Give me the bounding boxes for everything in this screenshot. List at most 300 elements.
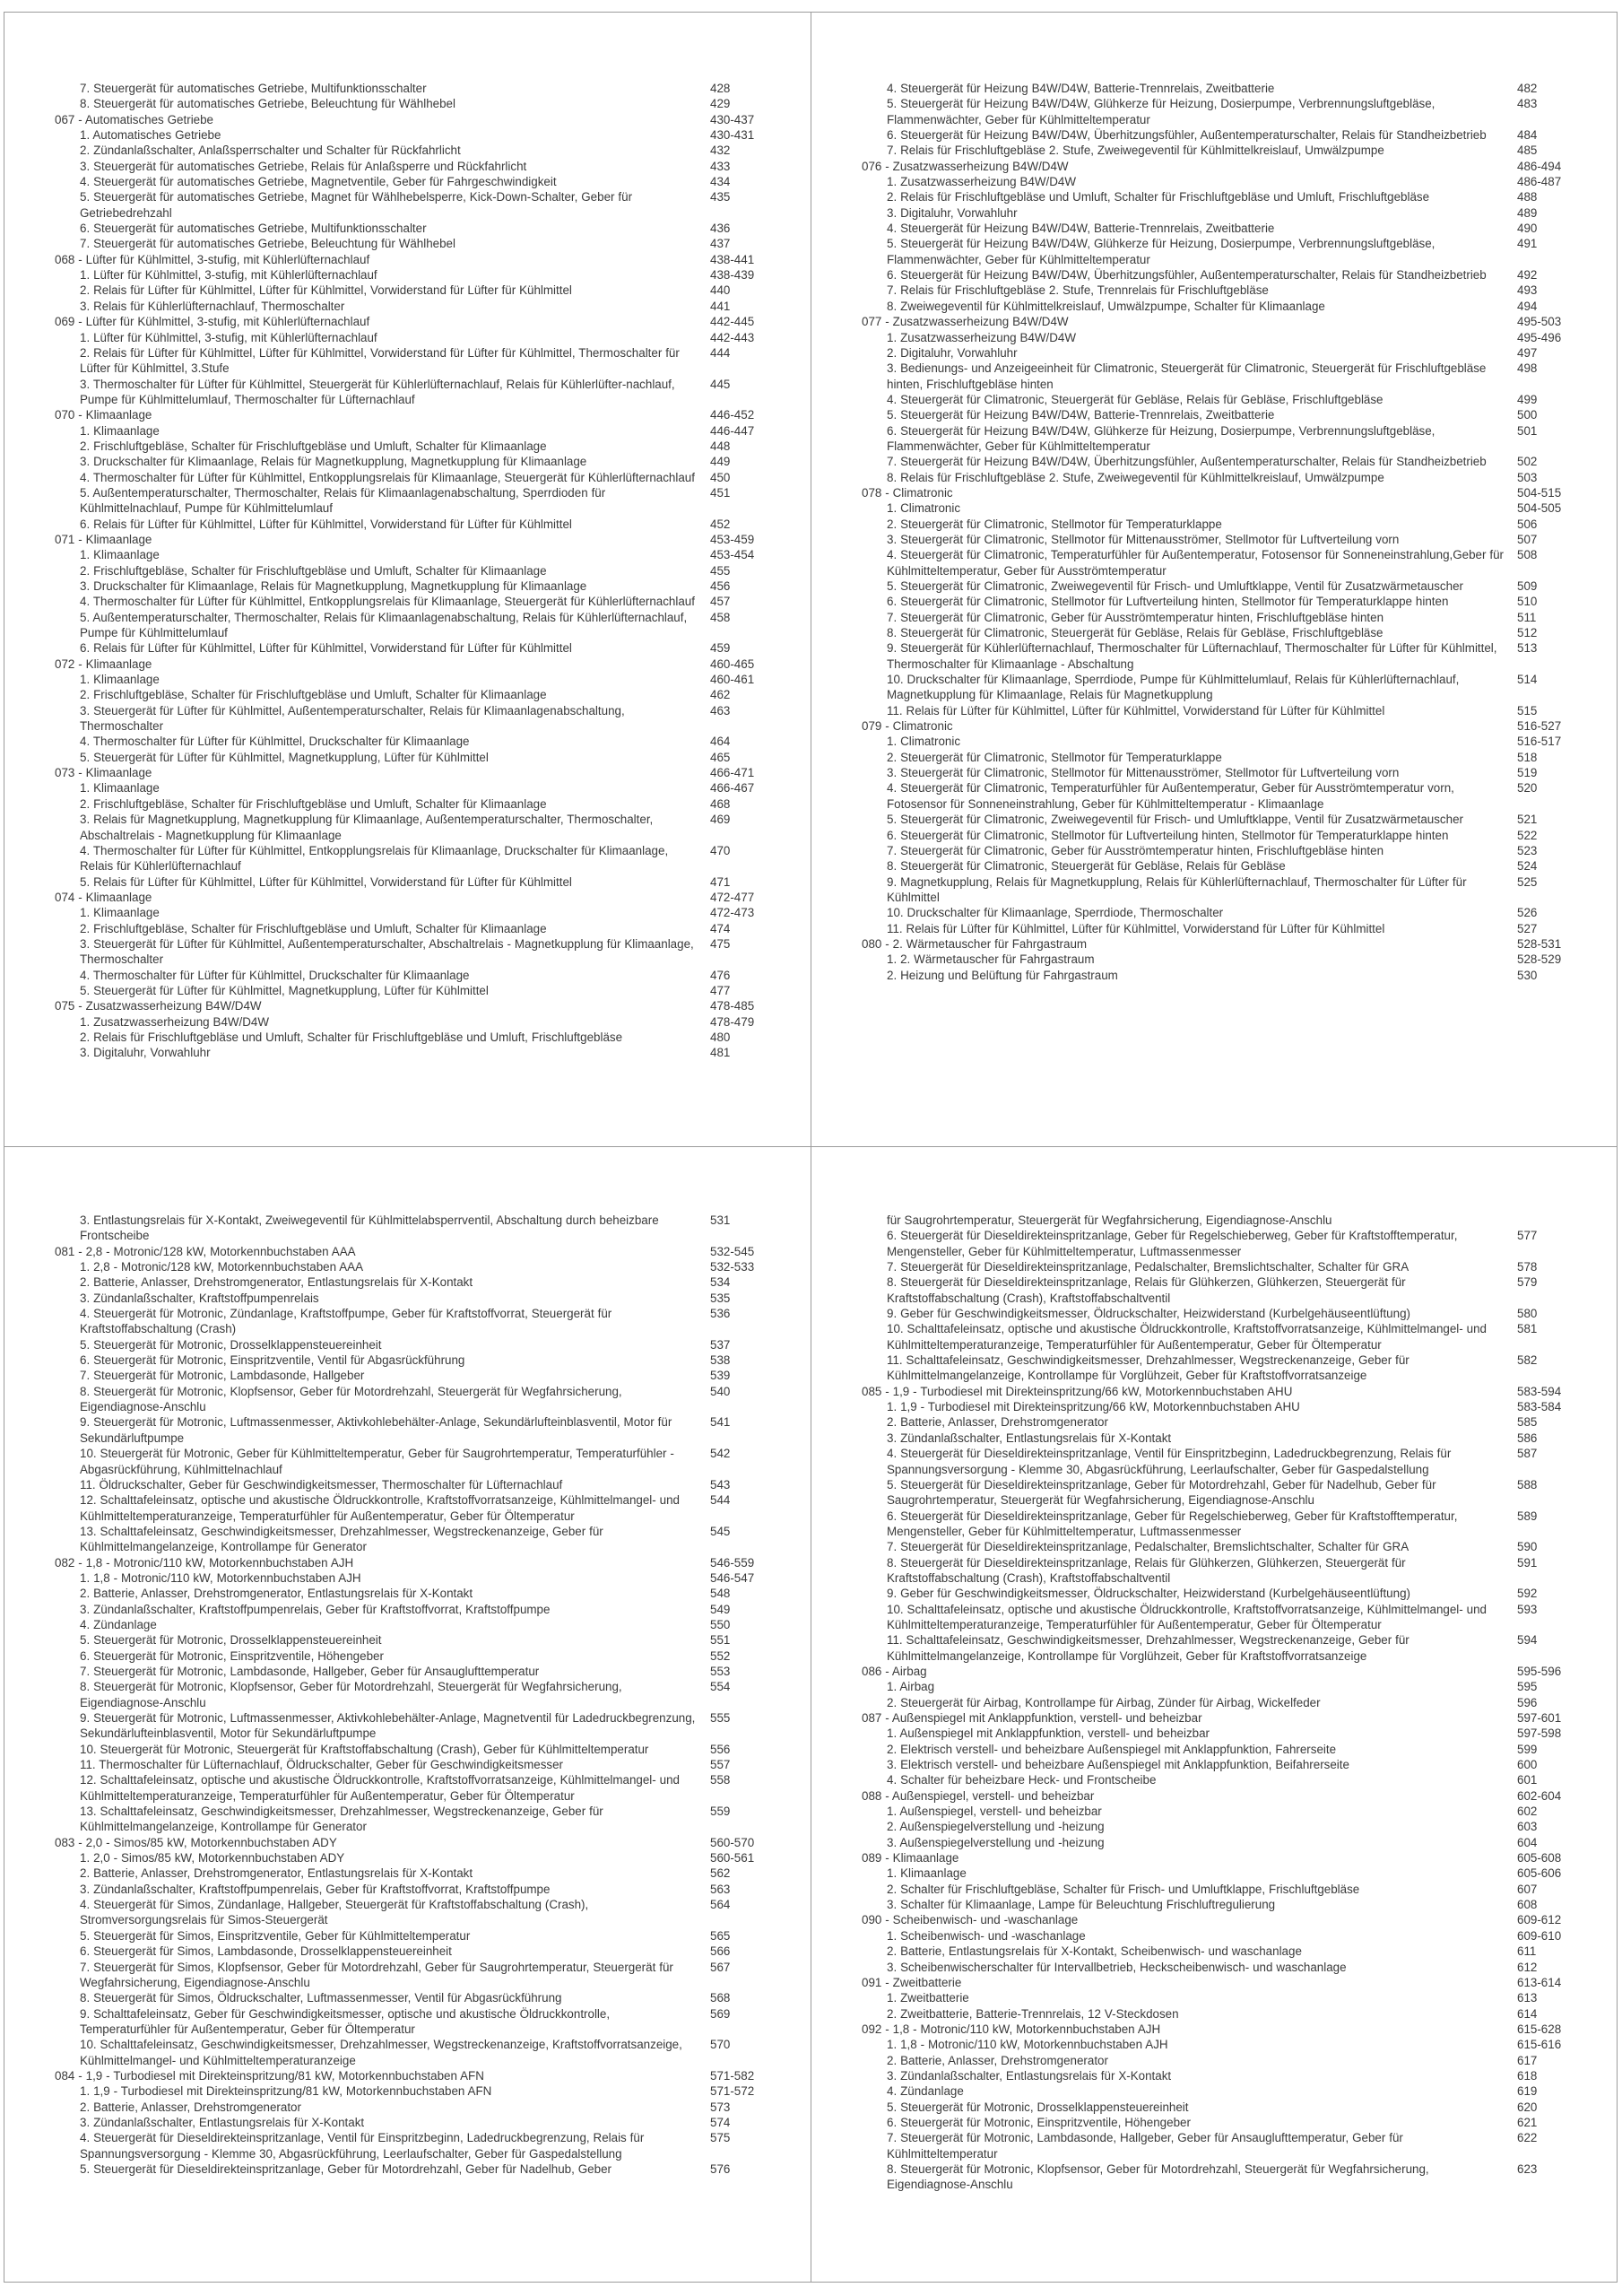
- toc-entry-page-number: 438-439: [710, 268, 755, 283]
- toc-entry-text: 081 - 2,8 - Motronic/128 kW, Motorkennbuchstaben AAA: [55, 1244, 356, 1258]
- toc-entry-page-number: 513: [1517, 641, 1538, 656]
- toc-entry-page-number: 591: [1517, 1555, 1538, 1570]
- toc-entry-text: 4. Steuergerät für Climatronic, Temperaturfühler für Außentemperatur, Geber für Ausströmtemperatur vorn, Fotosensor für Sonneneinstrahlung, Geber für Kühlmitteltemperatur - Klimaanlage: [887, 781, 1454, 811]
- toc-entry-text: 4. Steuergerät für Dieseldirekteinspritzanlage, Ventil für Einspritzbeginn, Ladedruckbegrenzung, Relais für Spannungsversorgung - Klemme 30, Abgasrückführung, Leerlaufschalter, Geber für Gaspedalstellung: [887, 1447, 1452, 1476]
- toc-entry-page-number: 460-461: [710, 673, 755, 687]
- toc-entry-text: 7. Relais für Frischluftgebläse 2. Stufe, Trennrelais für Frischluftgebläse: [887, 283, 1269, 298]
- toc-item-entry: [811, 2115, 1617, 2130]
- toc-entry-page-number: 512: [1517, 626, 1538, 640]
- toc-entry-page-number: 442-443: [710, 330, 755, 344]
- toc-item-entry: [811, 968, 1617, 983]
- toc-entry-page-number: 514: [1517, 673, 1538, 687]
- toc-item-entry: [811, 1399, 1617, 1414]
- toc-entry-text: 13. Schalttafeleinsatz, Geschwindigkeitsmesser, Drehzahlmesser, Wegstreckenanzeige, Geber für Kühlmittelmangelanzeige, Kontrollampe für Generator: [80, 1805, 603, 1834]
- toc-entry-page-number: 601: [1517, 1773, 1538, 1787]
- toc-entry-page-number: 605-608: [1517, 1851, 1562, 1866]
- toc-entry-text: 088 - Außenspiegel, verstell- und beheizbar: [862, 1788, 1095, 1803]
- toc-entry-page-number: 484: [1517, 128, 1538, 143]
- toc-group-entry: [4, 252, 811, 267]
- toc-entry-text: 8. Steuergerät für Motronic, Klopfsensor, Geber für Motordrehzahl, Steuergerät für Wegfahrsicherung, Eigendiagnose-Anschlu: [80, 1680, 622, 1709]
- toc-group-entry: [4, 532, 811, 547]
- toc-item-entry: [4, 563, 811, 578]
- toc-entry-text: 11. Schalttafeleinsatz, Geschwindigkeitsmesser, Drehzahlmesser, Wegstreckenanzeige, Geber für Kühlmittelmangelanzeige, Kontrollampe für Vorglühzeit, Geber für Kraftstoffvorratsanzeige: [887, 1353, 1409, 1383]
- toc-item-entry: [811, 2130, 1617, 2161]
- toc-entry-page-number: 466-471: [710, 766, 755, 780]
- toc-entry-text: 10. Schalttafeleinsatz, optische und akustische Öldruckkontrolle, Kraftstoffvorratsanzeige, Kühlmittelmangel- und Kühlmitteltemperaturanzeige, Temperaturfühler für Außentemperatur, Geber für Öltemperatur: [887, 1322, 1488, 1352]
- toc-group-entry: [811, 1912, 1617, 1927]
- toc-entry-text: 5. Relais für Lüfter für Kühlmittel, Lüfter für Kühlmittel, Vorwiderstand für Lüfter für Kühlmittel: [80, 874, 572, 889]
- toc-entry-page-number: 445: [710, 377, 731, 391]
- toc-entry-page-number: 569: [710, 2006, 731, 2021]
- toc-entry-text: 079 - Climatronic: [862, 719, 953, 734]
- toc-entry-text: 8. Steuergerät für Simos, Öldruckschalter, Luftmassenmesser, Ventil für Abgasrückführung: [80, 1991, 562, 2005]
- toc-entry-text: 7. Steuergerät für Motronic, Lambdasonde, Hallgeber, Geber für Ansauglufttemperatur: [80, 1664, 540, 1678]
- toc-entry-text: 4. Steuergerät für Heizung B4W/D4W, Batterie-Trennrelais, Zweitbatterie: [887, 222, 1275, 236]
- toc-entry-text: 2. Batterie, Anlasser, Drehstromgenerator: [887, 2053, 1108, 2067]
- toc-group-entry: [4, 2068, 811, 2083]
- toc-entry-page-number: 583-594: [1517, 1384, 1562, 1398]
- toc-entry-text: 6. Steuergerät für Dieseldirekteinspritzanlage, Geber für Regelschieberweg, Geber für Kraftstofftemperatur, Mengensteller, Geber für Kühlmitteltemperatur, Luftmassenmesser: [887, 1509, 1458, 1538]
- toc-entry-page-number: 612: [1517, 1960, 1538, 1974]
- toc-entry-page-number: 602-604: [1517, 1788, 1562, 1803]
- toc-entry-page-number: 480: [710, 1030, 731, 1044]
- toc-entry-page-number: 507: [1517, 532, 1538, 546]
- toc-entry-page-number: 446-447: [710, 423, 755, 438]
- toc-entry-page-number: 555: [710, 1711, 731, 1725]
- toc-entry-page-number: 573: [710, 2100, 731, 2114]
- toc-entry-page-number: 485: [1517, 144, 1538, 158]
- toc-entry-page-number: 482: [1517, 82, 1538, 95]
- toc-group-entry: [4, 407, 811, 422]
- toc-entry-page-number: 523: [1517, 843, 1538, 857]
- toc-entry-text: 10. Schalttafeleinsatz, Geschwindigkeitsmesser, Drehzahlmesser, Wegstreckenanzeige, Kraftstoffvorratsanzeige, Kühlmittelmangel- und Kühlmitteltemperaturanzeige: [80, 2038, 682, 2067]
- toc-entry-text: 5. Steuergerät für Heizung B4W/D4W, Batterie-Trennrelais, Zweitbatterie: [887, 408, 1275, 422]
- toc-entry-text: 11. Relais für Lüfter für Kühlmittel, Lüfter für Kühlmittel, Vorwiderstand für Lüfter für Kühlmittel: [887, 921, 1385, 935]
- toc-item-entry: [4, 1757, 811, 1772]
- toc-entry-page-number: 593: [1517, 1602, 1538, 1616]
- toc-item-entry: [4, 983, 811, 998]
- toc-entry-text: 5. Steuergerät für Lüfter für Kühlmittel, Magnetkupplung, Lüfter für Kühlmittel: [80, 750, 489, 764]
- toc-item-entry: [4, 1882, 811, 1897]
- toc-entry-page-number: 567: [710, 1960, 731, 1974]
- toc-entry-page-number: 543: [710, 1477, 731, 1492]
- toc-item-entry: [4, 345, 811, 377]
- toc-entry-text: 8. Steuergerät für Climatronic, Steuergerät für Gebläse, Relais für Gebläse: [887, 859, 1286, 874]
- toc-entry-text: 2. Steuergerät für Airbag, Kontrollampe für Airbag, Zünder für Airbag, Wickelfeder: [887, 1695, 1321, 1709]
- toc-entry-page-number: 596: [1517, 1695, 1538, 1709]
- toc-item-entry: [811, 1632, 1617, 1664]
- toc-entry-text: 8. Steuergerät für Motronic, Klopfsensor, Geber für Motordrehzahl, Steuergerät für Wegfahrsicherung, Eigendiagnose-Anschlu: [80, 1384, 622, 1414]
- toc-item-entry: [4, 610, 811, 641]
- toc-item-entry: [4, 1337, 811, 1352]
- toc-entry-text: für Saugrohrtemperatur, Steuergerät für Wegfahrsicherung, Eigendiagnose-Anschlu: [887, 1213, 1332, 1227]
- toc-entry-text: 3. Bedienungs- und Anzeigeeinheit für Climatronic, Steuergerät für Climatronic, Steuergerät für Frischluftgebläse hinten, Frischluftgebläse hinten: [887, 361, 1487, 391]
- toc-entry-page-number: 586: [1517, 1431, 1538, 1445]
- toc-item-entry: [4, 174, 811, 189]
- toc-entry-text: 091 - Zweitbatterie: [862, 1975, 962, 1989]
- toc-entry-text: 9. Schalttafeleinsatz, Geber für Geschwindigkeitsmesser, optische und akustische Öldruckkontrolle, Temperaturfühler für Außentemperatur, Geber für Öltemperatur: [80, 2006, 611, 2036]
- toc-entry-text: 10. Schalttafeleinsatz, optische und akustische Öldruckkontrolle, Kraftstoffvorratsanzeige, Kühlmittelmangel- und Kühlmitteltemperaturanzeige, Temperaturfühler für Außentemperatur, Geber für Öltemperatur: [887, 1602, 1488, 1631]
- toc-entry-page-number: 545: [710, 1524, 731, 1538]
- toc-entry-text: 3. Zündanlaßschalter, Kraftstoffpumpenrelais, Geber für Kraftstoffvorrat, Kraftstoffpumpe: [80, 1602, 551, 1616]
- toc-entry-text: 6. Steuergerät für Heizung B4W/D4W, Überhitzungsfühler, Außentemperaturschalter, Relais für Standheizbetrieb: [887, 268, 1487, 283]
- toc-group-entry: [811, 485, 1617, 500]
- toc-entry-page-number: 515: [1517, 703, 1538, 718]
- toc-entry-page-number: 546-559: [710, 1555, 755, 1570]
- toc-entry-text: 4. Thermoschalter für Lüfter für Kühlmittel, Entkopplungsrelais für Klimaanlage, Steuergerät für Kühlerlüfternachlauf: [80, 470, 695, 484]
- toc-item-entry: [811, 532, 1617, 547]
- toc-entry-text: 5. Steuergerät für automatisches Getriebe, Magnet für Wählhebelsperre, Kick-Down-Schalter, Geber für Getriebedrehzahl: [80, 190, 633, 220]
- toc-entry-page-number: 559: [710, 1805, 731, 1819]
- toc-item-entry: [4, 874, 811, 890]
- toc-entry-page-number: 449: [710, 455, 731, 469]
- toc-item-entry: [4, 96, 811, 111]
- toc-entry-text: 1. Zusatzwasserheizung B4W/D4W: [80, 1014, 270, 1029]
- toc-entry-page-number: 486-494: [1517, 159, 1562, 173]
- toc-entry-text: 067 - Automatisches Getriebe: [55, 112, 214, 126]
- toc-entry-page-number: 565: [710, 1928, 731, 1943]
- toc-entry-text: 4. Steuergerät für Dieseldirekteinspritzanlage, Ventil für Einspritzbeginn, Ladedruckbegrenzung, Relais für Spannungsversorgung - Klemme 30, Abgasrückführung, Leerlaufschalter, Geber für Gaspedalstellung: [80, 2131, 645, 2161]
- toc-entry-text: 6. Steuergerät für Dieseldirekteinspritzanlage, Geber für Regelschieberweg, Geber für Kraftstofftemperatur, Mengensteller, Geber für Kühlmitteltemperatur, Luftmassenmesser: [887, 1229, 1458, 1258]
- toc-entry-text: 8. Zweiwegeventil für Kühlmittelkreislauf, Umwälzpumpe, Schalter für Klimaanlage: [887, 299, 1325, 313]
- toc-entry-page-number: 488: [1517, 190, 1538, 204]
- toc-entry-page-number: 489: [1517, 205, 1538, 220]
- toc-entry-page-number: 571-582: [710, 2068, 755, 2083]
- toc-entry-text: 3. Druckschalter für Klimaanlage, Relais für Magnetkupplung, Magnetkupplung für Klimaanlage: [80, 579, 587, 593]
- toc-entry-page-number: 510: [1517, 595, 1538, 609]
- toc-entry-page-number: 511: [1517, 610, 1537, 624]
- toc-entry-page-number: 494: [1517, 299, 1538, 313]
- toc-entry-text: 13. Schalttafeleinsatz, Geschwindigkeitsmesser, Drehzahlmesser, Wegstreckenanzeige, Geber für Kühlmittelmangelanzeige, Kontrollampe für Generator: [80, 1524, 603, 1554]
- toc-group-entry: [4, 765, 811, 780]
- toc-entry-page-number: 536: [710, 1307, 731, 1321]
- toc-entry-page-number: 560-570: [710, 1835, 755, 1849]
- toc-entry-text: 076 - Zusatzwasserheizung B4W/D4W: [862, 159, 1069, 173]
- toc-entry-text: 4. Steuergerät für Climatronic, Steuergerät für Gebläse, Relais für Gebläse, Frischluftgebläse: [887, 392, 1383, 406]
- toc-item-entry: [4, 1632, 811, 1648]
- toc-entry-page-number: 531: [710, 1213, 731, 1227]
- toc-entry-text: 3. Thermoschalter für Lüfter für Kühlmittel, Steuergerät für Kühlerlüfternachlauf, Relais für Kühlerlüfter-nachlauf, Pumpe für Kühlmittelumlauf, Thermoschalter für Lüfternachlauf: [80, 377, 675, 406]
- toc-item-entry: [4, 703, 811, 735]
- toc-item-entry: [811, 423, 1617, 455]
- toc-entry-page-number: 538: [710, 1353, 731, 1368]
- toc-entry-page-number: 519: [1517, 766, 1538, 780]
- toc-entry-text: 1. Klimaanlage: [80, 781, 160, 796]
- toc-entry-page-number: 618: [1517, 2068, 1538, 2083]
- toc-entry-text: 1. Lüfter für Kühlmittel, 3-stufig, mit Kühlerlüfternachlauf: [80, 268, 377, 283]
- toc-entry-text: 078 - Climatronic: [862, 485, 953, 500]
- toc-entry-text: 1. 1,9 - Turbodiesel mit Direkteinspritzung/81 kW, Motorkennbuchstaben AFN: [80, 2084, 492, 2099]
- toc-item-entry: [4, 143, 811, 158]
- toc-item-entry: [4, 2161, 811, 2177]
- toc-entry-page-number: 500: [1517, 408, 1538, 422]
- toc-entry-page-number: 430-431: [710, 128, 755, 143]
- toc-entry-text: 3. Relais für Kühlerlüfternachlauf, Thermoschalter: [80, 299, 345, 313]
- toc-item-entry: [811, 812, 1617, 827]
- toc-group-entry: [811, 936, 1617, 952]
- toc-entry-page-number: 609-612: [1517, 1913, 1562, 1927]
- toc-entry-page-number: 566: [710, 1944, 731, 1959]
- toc-entry-text: 7. Steuergerät für Dieseldirekteinspritzanlage, Pedalschalter, Bremslichtschalter, Schalter für GRA: [887, 1540, 1409, 1554]
- toc-entry-page-number: 615-628: [1517, 2022, 1562, 2036]
- toc-item-entry: [4, 1291, 811, 1306]
- toc-entry-text: 4. Thermoschalter für Lüfter für Kühlmittel, Druckschalter für Klimaanlage: [80, 735, 470, 749]
- toc-entry-text: 5. Außentemperaturschalter, Thermoschalter, Relais für Klimaanlagenabschaltung, Sperrdioden für Kühlmittelnachlauf, Pumpe für Kühlmittelumlauf: [80, 485, 606, 516]
- toc-entry-page-number: 615-616: [1517, 2038, 1562, 2052]
- toc-entry-text: 086 - Airbag: [862, 1664, 927, 1678]
- toc-entry-text: 9. Steuergerät für Kühlerlüfternachlauf, Thermoschalter für Lüfternachlauf, Thermoschalter für Lüfter für Kühlmittel, Thermoschalter für Klimaanlage - Abschaltung: [887, 641, 1497, 671]
- toc-item-entry: [811, 81, 1617, 96]
- toc-item-entry: [811, 96, 1617, 127]
- toc-entry-page-number: 490: [1517, 222, 1538, 236]
- toc-entry-page-number: 516-517: [1517, 735, 1562, 749]
- toc-item-entry: [4, 1524, 811, 1555]
- toc-entry-page-number: 611: [1517, 1944, 1537, 1959]
- toc-entry-text: 4. Steuergerät für Motronic, Zündanlage, Kraftstoffpumpe, Geber für Kraftstoffvorrat, Steuergerät für Kraftstoffabschaltung (Crash): [80, 1307, 612, 1336]
- toc-entry-page-number: 588: [1517, 1477, 1538, 1492]
- toc-entry-page-number: 595-596: [1517, 1664, 1562, 1678]
- toc-item-entry: [811, 1835, 1617, 1850]
- toc-entry-page-number: 483: [1517, 97, 1538, 111]
- toc-entry-page-number: 575: [710, 2131, 731, 2145]
- toc-item-entry: [811, 1321, 1617, 1352]
- toc-entry-page-number: 506: [1517, 517, 1538, 531]
- toc-entry-text: 085 - 1,9 - Turbodiesel mit Direkteinspritzung/66 kW, Motorkennbuchstaben AHU: [862, 1384, 1293, 1398]
- toc-entry-page-number: 590: [1517, 1540, 1538, 1554]
- toc-item-entry: [811, 236, 1617, 267]
- toc-item-entry: [811, 640, 1617, 672]
- toc-entry-text: 12. Schalttafeleinsatz, optische und akustische Öldruckkontrolle, Kraftstoffvorratsanzeige, Kühlmittelmangel- und Kühlmitteltemperaturanzeige, Temperaturfühler für Außentemperatur, Geber für Öltemperatur: [80, 1493, 681, 1523]
- toc-entry-text: 3. Scheibenwischerschalter für Intervallbetrieb, Heckscheibenwisch- und waschanlage: [887, 1960, 1347, 1974]
- toc-entry-text: 6. Steuergerät für Heizung B4W/D4W, Glühkerze für Heizung, Dosierpumpe, Verbrennungsluftgebläse, Flammenwächter, Geber für Kühlmitteltemperatur: [887, 423, 1436, 453]
- toc-entry-text: 7. Steuergerät für automatisches Getriebe, Beleuchtung für Wählhebel: [80, 237, 455, 251]
- toc-item-entry: [4, 1710, 811, 1742]
- toc-item-entry: [4, 267, 811, 283]
- toc-entry-text: 1. Scheibenwisch- und -waschanlage: [887, 1928, 1086, 1943]
- toc-entry-page-number: 599: [1517, 1742, 1538, 1756]
- document-sheet: [4, 12, 1618, 2283]
- toc-item-entry: [811, 1414, 1617, 1430]
- toc-item-entry: [811, 2100, 1617, 2115]
- toc-item-entry: [4, 2100, 811, 2115]
- toc-group-entry: [4, 998, 811, 1013]
- toc-entry-page-number: 582: [1517, 1353, 1538, 1368]
- toc-entry-page-number: 442-445: [710, 315, 755, 329]
- toc-entry-text: 1. 2. Wärmetauscher für Fahrgastraum: [887, 952, 1095, 967]
- toc-entry-page-number: 501: [1517, 423, 1538, 438]
- toc-entry-text: 1. Zusatzwasserheizung B4W/D4W: [887, 175, 1077, 189]
- toc-entry-page-number: 595: [1517, 1680, 1538, 1694]
- toc-item-entry: [4, 454, 811, 469]
- toc-entry-page-number: 444: [710, 345, 731, 360]
- toc-item-entry: [4, 330, 811, 345]
- toc-entry-page-number: 571-572: [710, 2084, 755, 2099]
- toc-entry-text: 7. Steuergerät für Climatronic, Geber für Ausströmtemperatur hinten, Frischluftgebläse hinten: [887, 610, 1384, 624]
- toc-item-entry: [4, 1897, 811, 1928]
- toc-entry-text: 5. Steuergerät für Lüfter für Kühlmittel, Magnetkupplung, Lüfter für Kühlmittel: [80, 983, 489, 997]
- toc-entry-text: 1. Automatisches Getriebe: [80, 128, 221, 143]
- toc-entry-text: 082 - 1,8 - Motronic/110 kW, Motorkennbuchstaben AJH: [55, 1555, 354, 1570]
- toc-group-entry: [811, 159, 1617, 174]
- toc-entry-text: 6. Steuergerät für Motronic, Einspritzventile, Höhengeber: [887, 2115, 1191, 2129]
- toc-entry-text: 7. Steuergerät für Simos, Klopfsensor, Geber für Motordrehzahl, Geber für Saugrohrtemperatur, Steuergerät für Wegfahrsicherung, Eigendiagnose-Anschlu: [80, 1960, 673, 1989]
- toc-entry-text: 073 - Klimaanlage: [55, 766, 152, 780]
- toc-entry-text: 2. Frischluftgebläse, Schalter für Frischluftgebläse und Umluft, Schalter für Klimaanlage: [80, 563, 547, 578]
- toc-entry-text: 11. Thermoschalter für Lüfternachlauf, Öldruckschalter, Geber für Geschwindigkeitsmesser: [80, 1758, 563, 1772]
- toc-entry-page-number: 581: [1517, 1322, 1538, 1336]
- toc-entry-text: 5. Steuergerät für Dieseldirekteinspritzanlage, Geber für Motordrehzahl, Geber für Nadelhub, Geber für Saugrohrtemperatur, Steuergerät für Wegfahrsicherung, Eigendiagnose-Anschlu: [887, 1477, 1436, 1508]
- toc-entry-text: 3. Druckschalter für Klimaanlage, Relais für Magnetkupplung, Magnetkupplung für Klimaanlage: [80, 455, 587, 469]
- toc-item-entry: [4, 159, 811, 174]
- toc-entry-text: 8. Steuergerät für Motronic, Klopfsensor, Geber für Motordrehzahl, Steuergerät für Wegfahrsicherung, Eigendiagnose-Anschlu: [887, 2161, 1429, 2192]
- toc-item-entry: [811, 345, 1617, 361]
- toc-entry-text: 080 - 2. Wärmetauscher für Fahrgastraum: [862, 936, 1088, 951]
- toc-item-entry: [4, 2130, 811, 2161]
- toc-entry-page-number: 597-598: [1517, 1726, 1562, 1741]
- toc-entry-text: 7. Steuergerät für Heizung B4W/D4W, Überhitzungsfühler, Außentemperaturschalter, Relais für Standheizbetrieb: [887, 455, 1487, 469]
- toc-entry-text: 2. Relais für Lüfter für Kühlmittel, Lüfter für Kühlmittel, Vorwiderstand für Lüfter für Kühlmittel, Thermoschalter für Lüfter für Kühlmittel, 3.Stufe: [80, 345, 680, 376]
- toc-item-entry: [811, 127, 1617, 143]
- toc-entry-text: 4. Steuergerät für Climatronic, Temperaturfühler für Außentemperatur, Fotosensor für Sonneneinstrahlung,Geber für Kühlmitteltemperatur, Geber für Ausströmtemperatur: [887, 548, 1505, 578]
- toc-entry-page-number: 451: [710, 485, 731, 500]
- toc-entry-page-number: 459: [710, 641, 731, 656]
- toc-entry-text: 1. Climatronic: [887, 735, 961, 749]
- toc-entry-text: 2. Außenspiegelverstellung und -heizung: [887, 1820, 1105, 1834]
- toc-entry-page-number: 592: [1517, 1587, 1538, 1601]
- toc-item-entry: [4, 921, 811, 936]
- toc-item-entry: [4, 1492, 811, 1524]
- toc-item-entry: [4, 1944, 811, 1959]
- toc-item-entry: [811, 594, 1617, 609]
- toc-entry-page-number: 524: [1517, 859, 1538, 874]
- toc-entry-text: 1. 2,8 - Motronic/128 kW, Motorkennbuchstaben AAA: [80, 1260, 364, 1274]
- toc-item-entry: [811, 1757, 1617, 1772]
- toc-item-entry: [811, 952, 1617, 967]
- toc-item-entry: [4, 780, 811, 796]
- toc-group-entry: [4, 1835, 811, 1850]
- toc-entry-text: 3. Steuergerät für Lüfter für Kühlmittel, Außentemperaturschalter, Abschaltrelais - Magnetkupplung für Klimaanlage, Thermoschalter: [80, 936, 694, 967]
- toc-item-entry: [4, 1960, 811, 1991]
- toc-entry-page-number: 537: [710, 1337, 731, 1352]
- toc-entry-text: 1. Zweitbatterie: [887, 1991, 969, 2005]
- toc-item-entry: [811, 625, 1617, 640]
- toc-entry-page-number: 562: [710, 1866, 731, 1881]
- toc-page-bottom-left: [4, 1147, 811, 2282]
- toc-entry-page-number: 622: [1517, 2131, 1538, 2145]
- toc-entry-page-number: 556: [710, 1742, 731, 1756]
- toc-entry-page-number: 438-441: [710, 252, 755, 266]
- toc-item-entry: [4, 594, 811, 609]
- toc-entry-page-number: 621: [1517, 2115, 1538, 2129]
- toc-item-entry: [4, 377, 811, 408]
- toc-item-entry: [811, 828, 1617, 843]
- toc-entry-text: 8. Steuergerät für Dieseldirekteinspritzanlage, Relais für Glühkerzen, Glühkerzen, Steuergerät für Kraftstoffabschaltung (Crash), Kraftstoffabschaltventil: [887, 1555, 1406, 1585]
- toc-item-entry: [4, 1866, 811, 1881]
- toc-entry-page-number: 613: [1517, 1991, 1538, 2005]
- toc-item-entry: [4, 299, 811, 314]
- toc-entry-page-number: 428: [710, 82, 731, 95]
- toc-entry-text: 2. Batterie, Anlasser, Drehstromgenerator: [887, 1415, 1108, 1430]
- toc-entry-page-number: 465: [710, 750, 731, 764]
- toc-entry-text: 3. Zündanlaßschalter, Kraftstoffpumpenrelais, Geber für Kraftstoffvorrat, Kraftstoffpumpe: [80, 1882, 551, 1896]
- toc-item-entry: [4, 485, 811, 517]
- toc-item-entry: [811, 1228, 1617, 1259]
- toc-item-entry: [4, 1414, 811, 1446]
- toc-entry-page-number: 475: [710, 936, 731, 951]
- toc-entry-text: 6. Steuergerät für Simos, Lambdasonde, Drosselklappensteuereinheit: [80, 1944, 452, 1959]
- toc-entry-text: 069 - Lüfter für Kühlmittel, 3-stufig, mit Kühlerlüfternachlauf: [55, 315, 370, 329]
- toc-item-entry: [811, 1897, 1617, 1912]
- toc-item-entry: [811, 361, 1617, 392]
- toc-item-entry: [4, 1045, 811, 1060]
- toc-entry-page-number: 563: [710, 1882, 731, 1896]
- toc-entry-text: 4. Steuergerät für Heizung B4W/D4W, Batterie-Trennrelais, Zweitbatterie: [887, 82, 1275, 95]
- toc-item-entry: [811, 174, 1617, 189]
- toc-entry-page-number: 605-606: [1517, 1866, 1562, 1881]
- toc-entry-text: 2. Frischluftgebläse, Schalter für Frischluftgebläse und Umluft, Schalter für Klimaanlage: [80, 688, 547, 702]
- toc-entry-text: 1. Klimaanlage: [80, 423, 160, 438]
- toc-item-entry: [4, 968, 811, 983]
- toc-entry-text: 083 - 2,0 - Simos/85 kW, Motorkennbuchstaben ADY: [55, 1835, 337, 1849]
- toc-item-entry: [811, 205, 1617, 221]
- toc-item-entry: [4, 2037, 811, 2068]
- toc-entry-text: 2. Relais für Frischluftgebläse und Umluft, Schalter für Frischluftgebläse und Umluft, Frischluftgebläse: [887, 190, 1430, 204]
- toc-entry-text: 5. Steuergerät für Heizung B4W/D4W, Glühkerze für Heizung, Dosierpumpe, Verbrennungsluftgebläse, Flammenwächter, Geber für Kühlmitteltemperatur: [887, 97, 1436, 126]
- toc-entry-text: 072 - Klimaanlage: [55, 657, 152, 671]
- toc-entry-text: 092 - 1,8 - Motronic/110 kW, Motorkennbuchstaben AJH: [862, 2022, 1161, 2036]
- toc-entry-page-number: 619: [1517, 2084, 1538, 2099]
- toc-item-entry: [811, 1352, 1617, 1384]
- toc-entry-page-number: 522: [1517, 828, 1538, 842]
- toc-entry-page-number: 540: [710, 1384, 731, 1398]
- toc-entry-page-number: 578: [1517, 1260, 1538, 1274]
- toc-entry-text: 6. Relais für Lüfter für Kühlmittel, Lüfter für Kühlmittel, Vorwiderstand für Lüfter für Kühlmittel: [80, 641, 572, 656]
- toc-entry-text: 089 - Klimaanlage: [862, 1851, 959, 1866]
- toc-item-entry: [4, 1617, 811, 1632]
- toc-item-entry: [4, 1259, 811, 1274]
- toc-entry-page-number: 437: [710, 237, 731, 251]
- toc-item-entry: [4, 1850, 811, 1866]
- toc-item-entry: [811, 750, 1617, 765]
- toc-entry-page-number: 452: [710, 517, 731, 531]
- toc-entry-page-number: 613-614: [1517, 1975, 1562, 1989]
- toc-group-entry: [811, 1384, 1617, 1399]
- toc-entry-text: 5. Steuergerät für Motronic, Drosselklappensteuereinheit: [80, 1337, 382, 1352]
- toc-entry-text: 7. Steuergerät für Dieseldirekteinspritzanlage, Pedalschalter, Bremslichtschalter, Schalter für GRA: [887, 1260, 1409, 1274]
- toc-item-entry: [811, 1586, 1617, 1601]
- toc-entry-text: 3. Zündanlaßschalter, Kraftstoffpumpenrelais: [80, 1291, 319, 1305]
- toc-entry-page-number: 564: [710, 1898, 731, 1912]
- toc-entry-text: 11. Öldruckschalter, Geber für Geschwindigkeitsmesser, Thermoschalter für Lüfternachlauf: [80, 1477, 563, 1492]
- toc-entry-page-number: 560-561: [710, 1851, 755, 1866]
- toc-item-entry: [811, 874, 1617, 906]
- toc-item-entry: [811, 1477, 1617, 1509]
- toc-entry-text: 084 - 1,9 - Turbodiesel mit Direkteinspritzung/81 kW, Motorkennbuchstaben AFN: [55, 2068, 484, 2083]
- toc-item-entry: [811, 1509, 1617, 1540]
- toc-entry-text: 8. Relais für Frischluftgebläse 2. Stufe, Zweiwegeventil für Kühlmittelkreislauf, Umwälzpumpe: [887, 470, 1384, 484]
- toc-entry-text: 2. Steuergerät für Climatronic, Stellmotor für Temperaturklappe: [887, 750, 1222, 764]
- toc-entry-page-number: 535: [710, 1291, 731, 1305]
- toc-entry-page-number: 620: [1517, 2100, 1538, 2114]
- toc-entry-text: 3. Relais für Magnetkupplung, Magnetkupplung für Klimaanlage, Außentemperaturschalter, Thermoschalter, Abschaltrelais - Magnetkupplung für Klimaanlage: [80, 813, 654, 842]
- toc-entry-text: 4. Thermoschalter für Lüfter für Kühlmittel, Druckschalter für Klimaanlage: [80, 968, 470, 982]
- toc-entry-page-number: 534: [710, 1275, 731, 1290]
- toc-entry-text: 7. Steuergerät für Climatronic, Geber für Ausströmtemperatur hinten, Frischluftgebläse hinten: [887, 843, 1384, 857]
- toc-entry-text: 4. Steuergerät für automatisches Getriebe, Magnetventile, Geber für Fahrgeschwindigkeit: [80, 175, 557, 189]
- toc-entry-page-number: 491: [1517, 237, 1538, 251]
- toc-item-entry: [4, 1602, 811, 1617]
- toc-item-entry: [811, 1259, 1617, 1274]
